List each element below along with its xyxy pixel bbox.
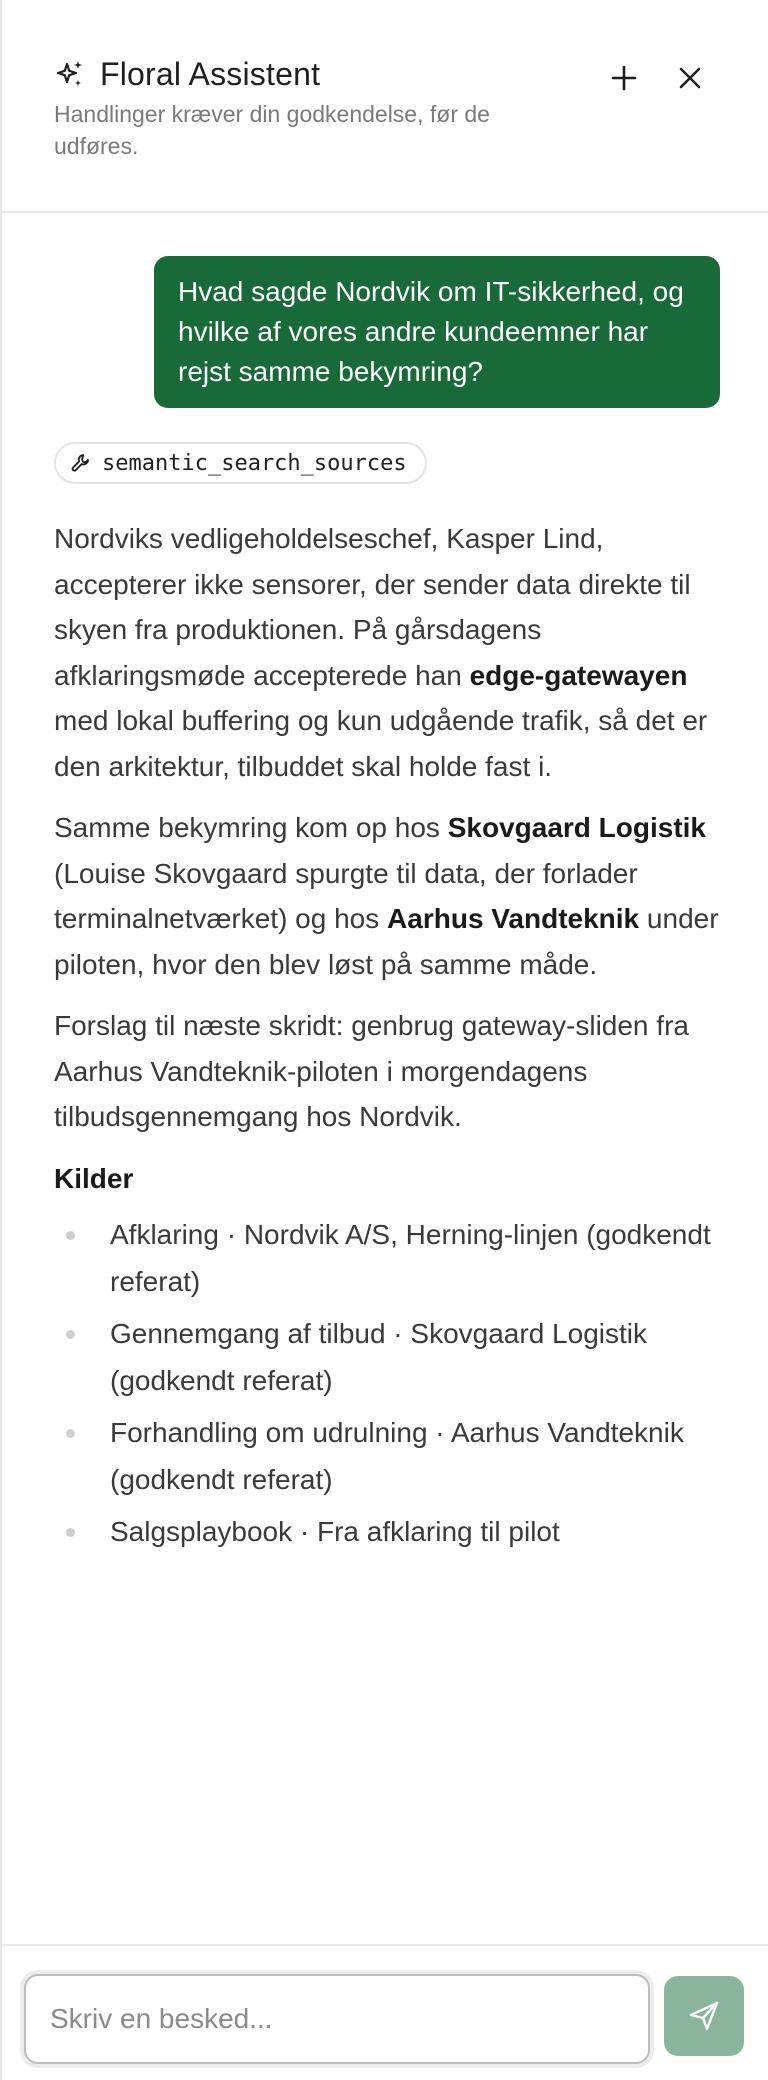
bullet-icon [66,1429,75,1438]
wrench-icon [70,452,92,474]
answer-paragraph: Forslag til næste skridt: genbrug gateway-sliden fra Aarhus Vandteknik-piloten i morgendagens tilbudsgennemgang hos Nordvik. [54,1010,689,1132]
answer-paragraph: Samme bekymring kom op hos Skovgaard Logistik (Louise Skovgaard spurgte til data, der forlader terminalnetværket) og hos Aarhus Vandteknik under piloten, hvor den blev løst på samme måde. [54,812,719,980]
answer-paragraph: Nordviks vedligeholdelseschef, Kasper Lind, accepterer ikke sensorer, der sender data direkte til skyen fra produktionen. På gårsdagens afklaringsmøde accepterede han edge-gatewayen med lokal buffering og kun udgående trafik, så det er den arkitektur, tilbuddet skal holde fast i. [54,523,708,782]
message-input-wrapper [24,1974,650,2064]
close-button[interactable] [670,58,710,98]
sources-list [54,1211,730,1555]
source-item[interactable]: Forhandling om udrulning · Aarhus Vandteknik (godkendt referat) [54,1409,730,1503]
plus-icon [610,64,638,92]
user-message: Hvad sagde Nordvik om IT-sikkerhed, og hvilke af vores andre kundeemner har rejst samme bekymring? [154,256,720,408]
panel-subtitle: Handlinger kræver din godkendelse, før de udføres. [54,101,490,159]
panel-header [2,0,768,213]
close-icon [677,65,703,91]
source-item[interactable]: Salgsplaybook · Fra afklaring til pilot [54,1508,730,1555]
assistant-answer [54,516,730,1560]
title-row [54,56,320,93]
message-input[interactable] [26,1976,648,2062]
source-item[interactable]: Afklaring · Nordvik A/S, Herning-linjen (godkendt referat) [54,1211,730,1305]
composer [2,1944,768,2080]
tool-call-chip[interactable] [54,442,427,484]
send-icon [687,1999,721,2033]
sources-heading: Kilder [54,1162,134,1194]
bullet-icon [66,1231,75,1240]
new-chat-button[interactable] [604,58,644,98]
tool-call-name: semantic_search_sources [102,450,407,476]
panel-title: Floral Assistent [100,56,321,92]
bullet-icon [66,1330,75,1339]
sparkle-icon [54,59,86,91]
send-button[interactable] [664,1976,744,2056]
bullet-icon [66,1528,75,1537]
source-item[interactable]: Gennemgang af tilbud · Skovgaard Logistik (godkendt referat) [54,1310,730,1404]
